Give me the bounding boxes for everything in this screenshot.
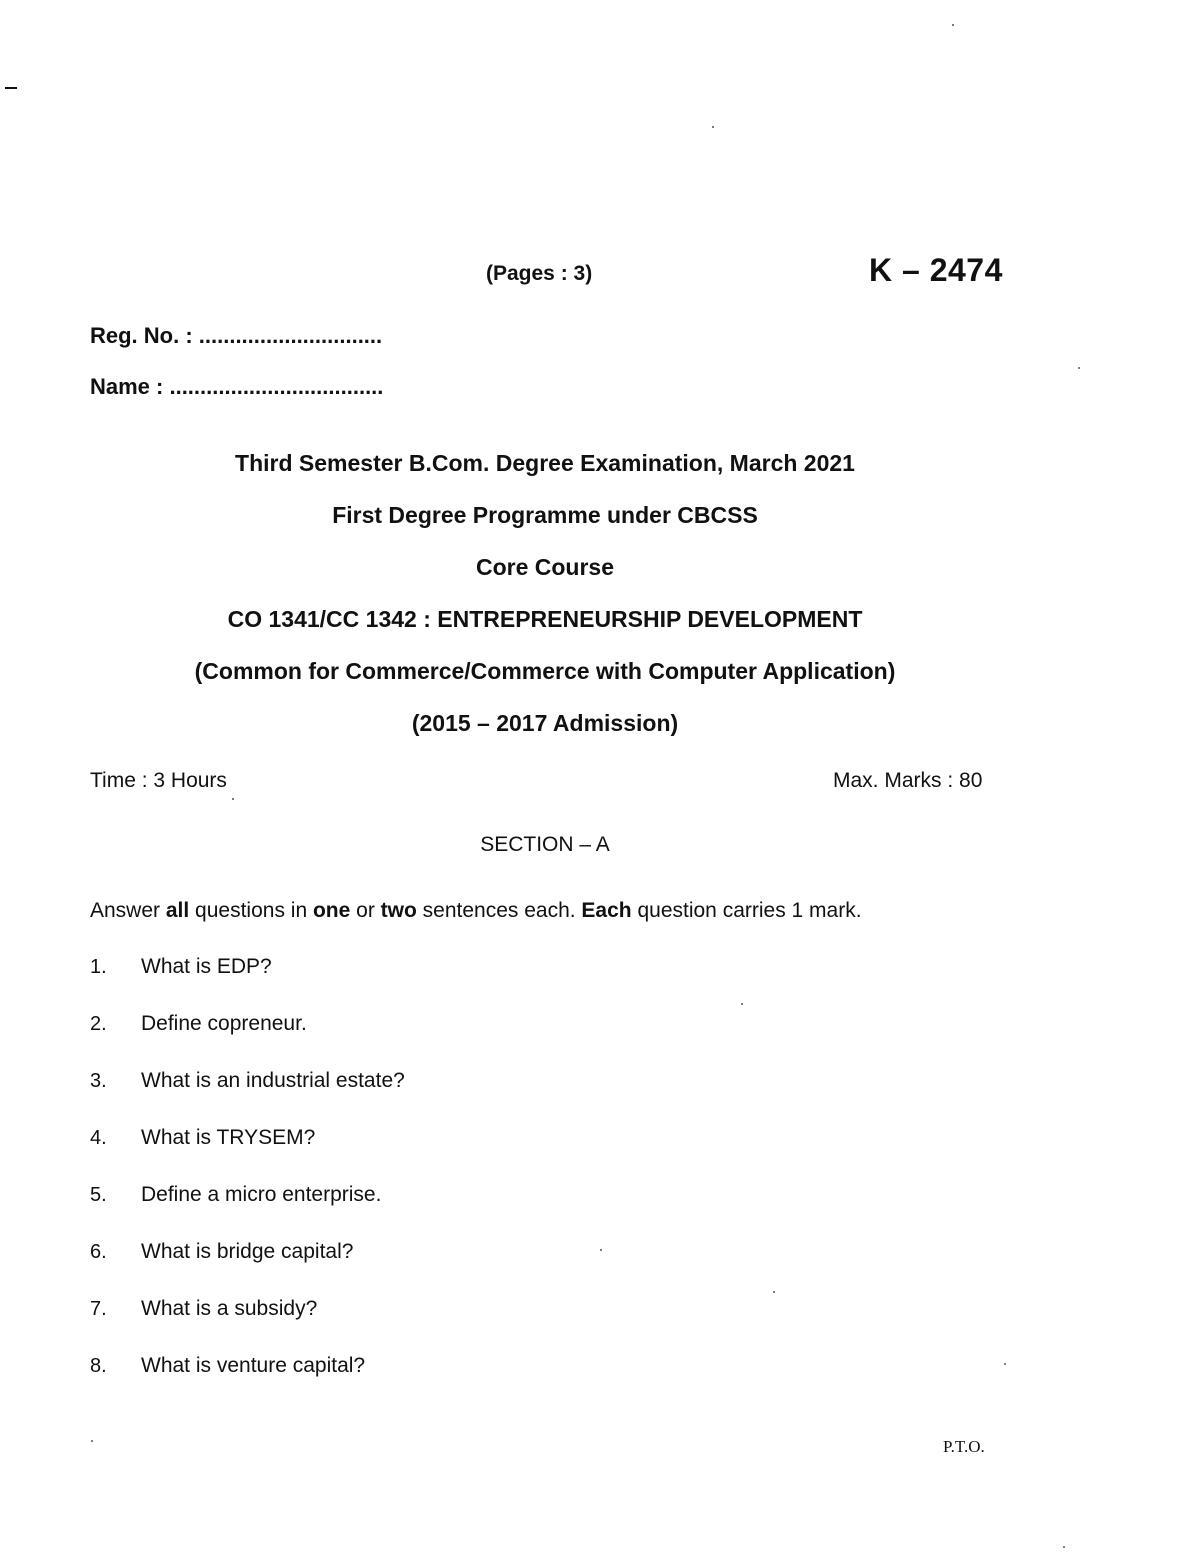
scan-speck <box>1063 1546 1065 1548</box>
section-instruction: Answer all questions in one or two sentences each. Each question carries 1 mark. <box>90 899 862 922</box>
question-text: Define a micro enterprise. <box>141 1183 382 1206</box>
question-number: 4. <box>90 1127 107 1149</box>
question-text: What is TRYSEM? <box>141 1126 316 1149</box>
question-text: What is a subsidy? <box>141 1297 318 1320</box>
programme-title: First Degree Programme under CBCSS <box>332 502 758 528</box>
please-turn-over: P.T.O. <box>943 1437 985 1456</box>
time-allowed: Time : 3 Hours <box>90 769 227 792</box>
question-text: What is EDP? <box>141 955 272 978</box>
question-number: 5. <box>90 1184 107 1206</box>
scan-speck <box>232 798 234 800</box>
question-number: 8. <box>90 1355 107 1377</box>
exam-title: Third Semester B.Com. Degree Examination, March 2021 <box>235 450 855 476</box>
section-heading: SECTION – A <box>480 833 610 856</box>
scan-speck <box>1078 367 1080 369</box>
max-marks: Max. Marks : 80 <box>833 769 983 792</box>
question-text: What is bridge capital? <box>141 1240 354 1263</box>
margin-mark <box>5 87 17 89</box>
scan-speck <box>712 126 714 128</box>
question-number: 3. <box>90 1070 107 1092</box>
course-title: CO 1341/CC 1342 : ENTREPRENEURSHIP DEVELOPMENT <box>227 606 863 632</box>
question-text: Define copreneur. <box>141 1012 307 1035</box>
exam-code: K – 2474 <box>869 252 1003 288</box>
page-count: (Pages : 3) <box>486 262 593 285</box>
scan-speck <box>773 1291 775 1293</box>
scan-speck <box>952 24 954 26</box>
admission-years: (2015 – 2017 Admission) <box>411 710 679 736</box>
question-number: 1. <box>90 956 107 978</box>
scan-speck <box>1004 1363 1006 1365</box>
scan-speck <box>91 1440 93 1442</box>
name-field: Name : ................................... <box>90 374 384 399</box>
scan-speck <box>600 1249 602 1251</box>
course-common-note: (Common for Commerce/Commerce with Computer Application) <box>194 658 896 684</box>
question-number: 6. <box>90 1241 107 1263</box>
reg-no-field: Reg. No. : .............................. <box>90 323 383 348</box>
course-type: Core Course <box>475 554 615 580</box>
scan-speck <box>741 1003 743 1005</box>
question-text: What is venture capital? <box>141 1354 366 1377</box>
question-text: What is an industrial estate? <box>141 1069 405 1092</box>
question-number: 7. <box>90 1298 107 1320</box>
question-number: 2. <box>90 1013 107 1035</box>
